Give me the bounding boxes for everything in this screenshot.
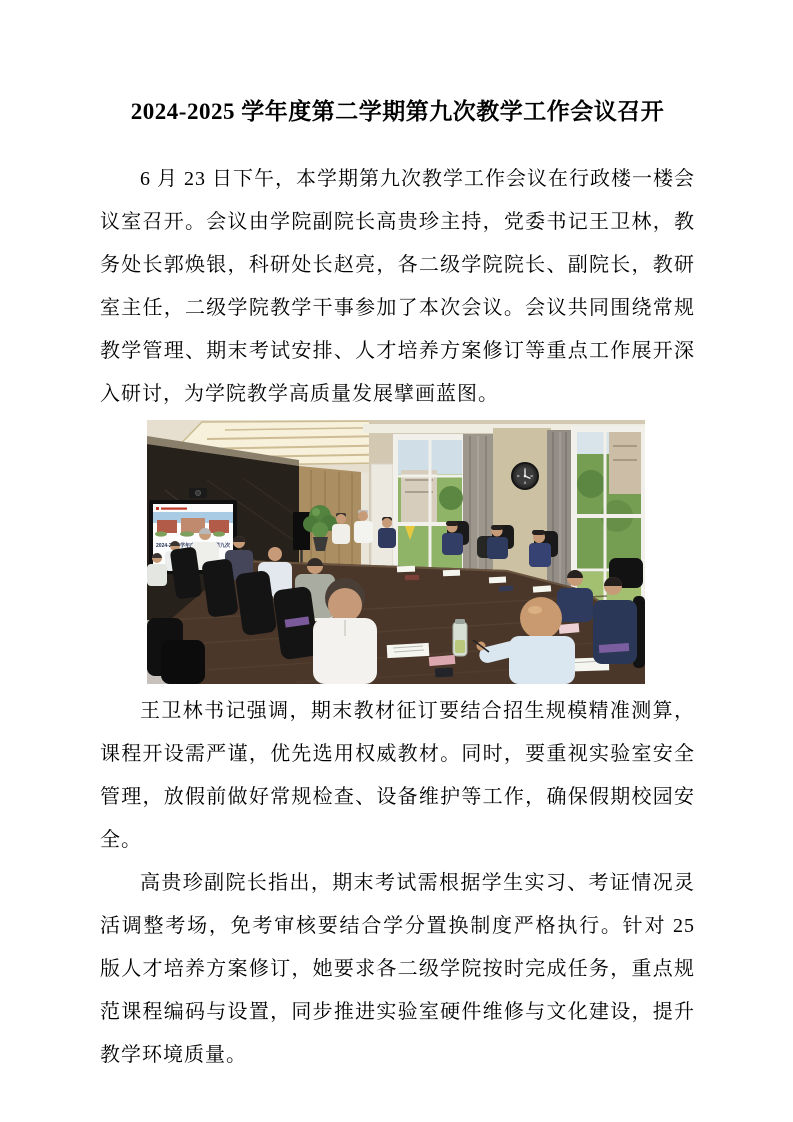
document-content xyxy=(100,0,695,1077)
empty-chair xyxy=(161,640,205,684)
paragraph-wang-weilin: 王卫林书记强调，期末教材征订要结合招生规模精准测算，课程开设需严谨，优先选用权威教材。同时，要重视实验室安全管理，放假前做好常规检查、设备维护等工作，确保假期校园安全。 xyxy=(100,700,695,851)
meeting-photo xyxy=(147,420,645,684)
phone xyxy=(435,668,453,678)
page-title: 2024-2025 学年度第二学期第九次教学工作会议召开 xyxy=(130,99,665,124)
paragraph-gao-guizhen: 高贵珍副院长指出，期末考试需根据学生实习、考证情况灵活调整考场，免考审核要结合学分置换制度严格执行。针对 25 版人才培养方案修订，她要求各二级学院按时完成任务，重点规范课程编码与设置，同步推进实验室硬件维修与文化建设，提升教学环境质量。 xyxy=(100,872,695,1066)
wall-clock-icon xyxy=(512,463,538,489)
tea-bottle xyxy=(453,619,467,656)
paragraph-intro: 6 月 23 日下午，本学期第九次教学工作会议在行政楼一楼会议室召开。会议由学院副院长高贵珍主持，党委书记王卫林，教务处长郭焕银，科研处长赵亮，各二级学院院长、副院长，教研室主任，二级学院教学干事参加了本次会议。会议共同围绕常规教学管理、期末考试安排、人才培养方案修订等重点工作展开深入研讨，为学院教学高质量发展擘画蓝图。 xyxy=(100,168,695,405)
meeting-photo-illustration xyxy=(147,420,645,684)
